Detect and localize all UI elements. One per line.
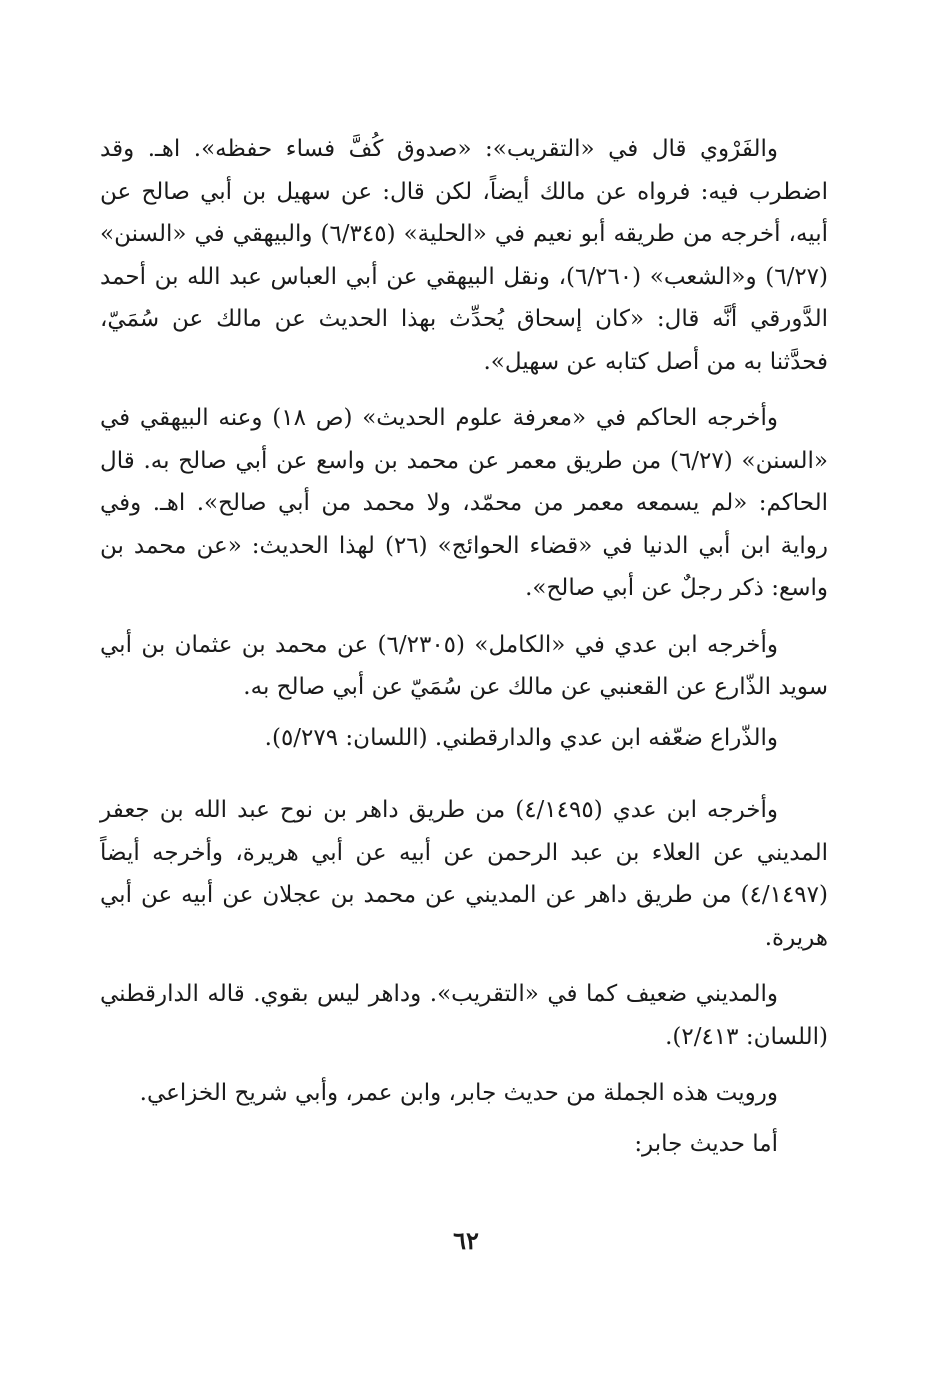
paragraph-ibn-adi-kamil: وأخرجه ابن عدي في «الكامل» (٦/٢٣٠٥) عن محمد بن عثمان بن أبي سويد الذّارع عن القعنبي عن مالك عن سُمَيّ عن أبي صالح به.	[100, 631, 828, 700]
paragraph-madini: والمديني ضعيف كما في «التقريب». وداهر ليس بقوي. قاله الدارقطني (اللسان: ٢/٤١٣).	[100, 981, 828, 1050]
page-number: ٦٢	[453, 1226, 479, 1255]
paragraph-jabir-heading: أما حديث جابر:	[634, 1130, 778, 1157]
paragraph-farwi: والفَرْوي قال في «التقريب»: «صدوق كُفَّ فساء حفظه». اهـ. وقد اضطرب فيه: فرواه عن مالك أيضاً، لكن قال: عن سهيل بن أبي صالح عن أبيه، أخرجه من طريقه أبو نعيم في «الحلية» (٦/٣٤٥) والبيهقي في «السنن» (٦/٢٧) و«الشعب» (٦/٢٦٠)، ونقل البيهقي عن أبي العباس عبد الله بن أحمد الدَّورقي أنَّه قال: «كان إسحاق يُحدِّث بهذا الحديث عن مالك عن سُمَيّ، فحدَّثنا به من أصل كتابه عن سهيل».	[100, 136, 829, 375]
paragraph-dhirra: والذّراع ضعّفه ابن عدي والدارقطني. (اللسان: ٥/٢٧٩).	[264, 724, 778, 751]
paragraph-hakim: وأخرجه الحاكم في «معرفة علوم الحديث» (ص ١٨) وعنه البيهقي في «السنن» (٦/٢٧) من طريق معمر عن محمد بن واسع عن أبي صالح به. قال الحاكم: «لم يسمعه معمر من محمّد، ولا محمد من أبي صالح». اهـ. وفي رواية ابن أبي الدنيا في «قضاء الحوائج» (٢٦) لهذا الحديث: «عن محمد بن واسع: ذكر رجلٌ عن أبي صالح».	[100, 405, 829, 601]
paragraph-rowiyat: ورويت هذه الجملة من حديث جابر، وابن عمر، وأبي شريح الخزاعي.	[139, 1080, 778, 1106]
body-text	[100, 128, 828, 1165]
paragraph-ibn-adi-dahir: وأخرجه ابن عدي (٤/١٤٩٥) من طريق داهر بن نوح عبد الله بن جعفر المديني عن العلاء بن عبد الرحمن عن أبيه عن أبي هريرة، وأخرجه أيضاً (٤/١٤٩٧) من طريق داهر عن المديني عن محمد بن عجلان عن أبيه عن أبي هريرة.	[100, 797, 828, 951]
